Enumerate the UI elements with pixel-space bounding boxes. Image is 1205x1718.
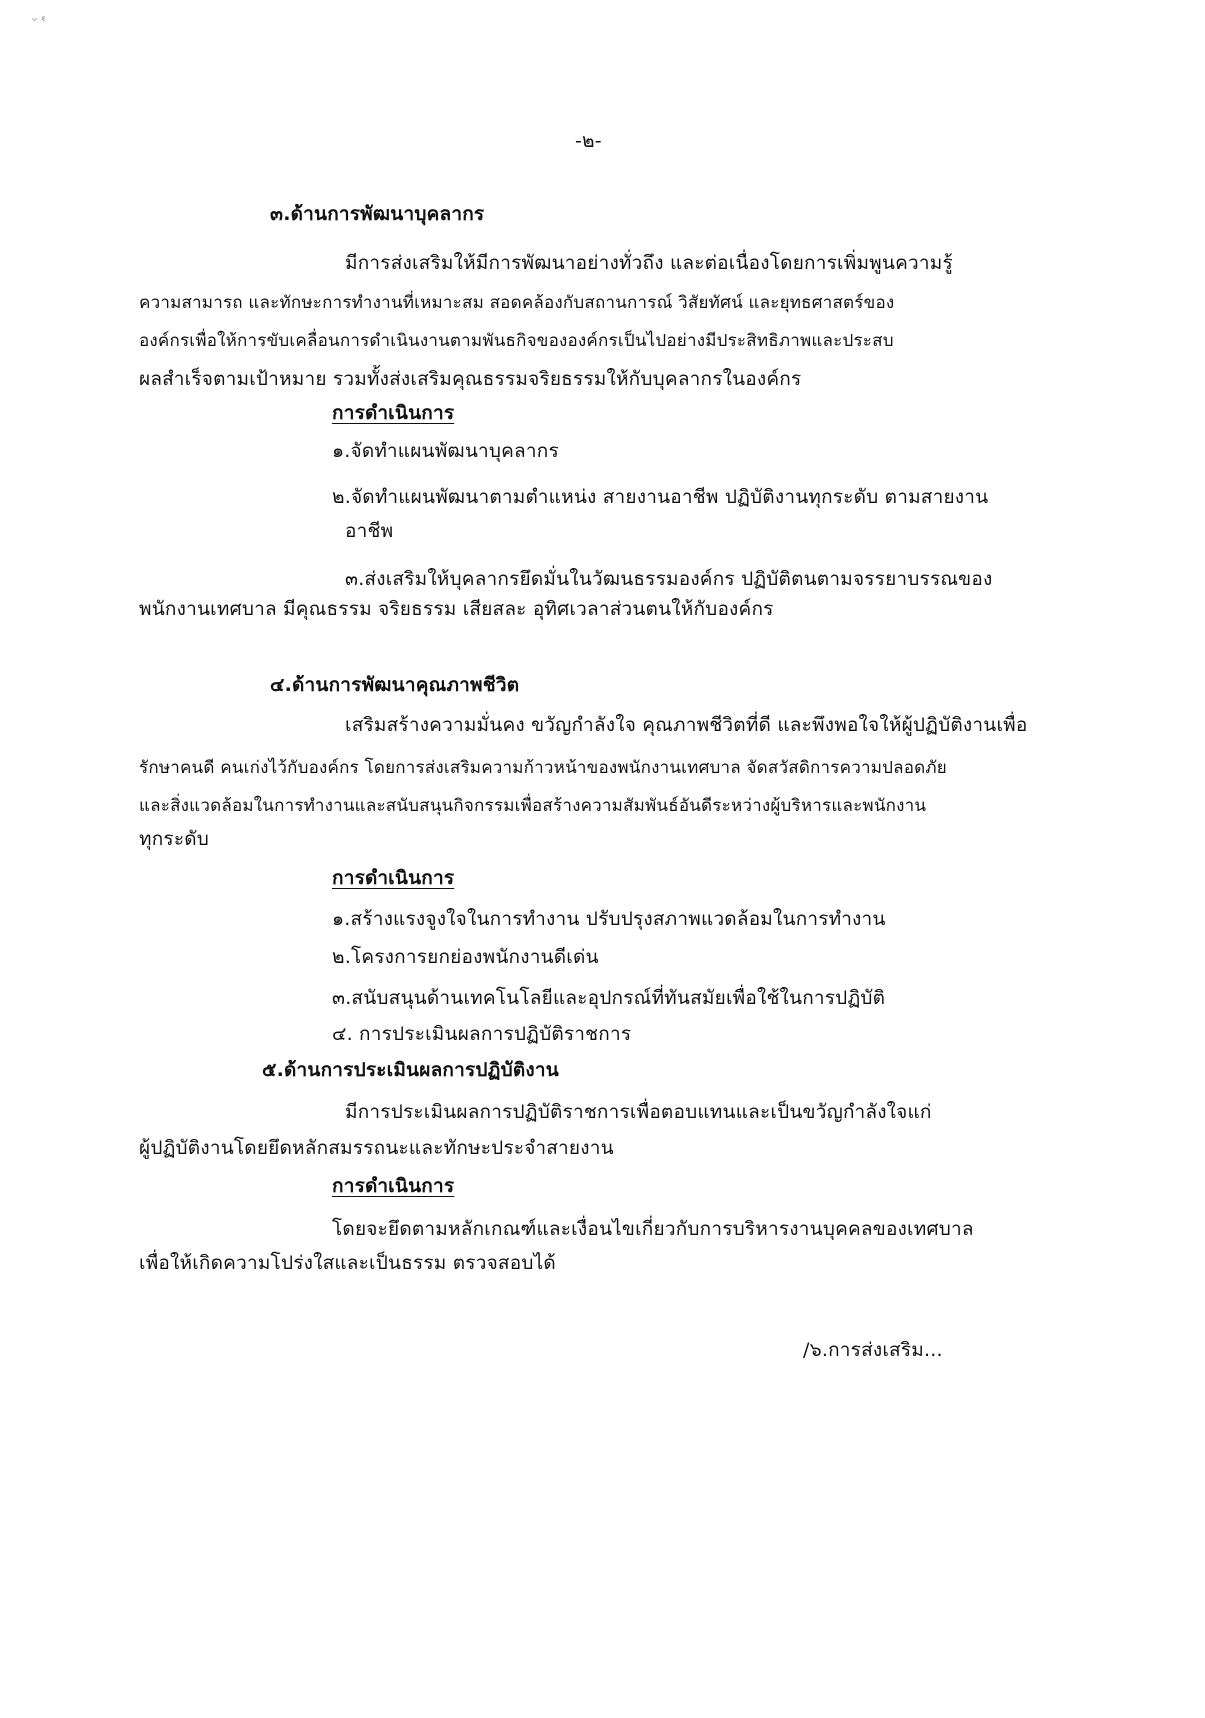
section-5-heading: ๕.ด้านการประเมินผลการปฏิบัติงาน	[262, 1059, 559, 1081]
page-number: -๒-	[575, 130, 602, 152]
section-3-paragraph-line: มีการส่งเสริมให้มีการพัฒนาอย่างทั่วถึง และต่อเนื่องโดยการเพิ่มพูนความรู้	[345, 252, 953, 274]
section-5-paragraph-line: ผู้ปฏิบัติงานโดยยึดหลักสมรรถนะและทักษะประจำสายงาน	[139, 1137, 614, 1159]
section-3-item: ๒.จัดทำแผนพัฒนาตามตำแหน่ง สายงานอาชีพ ปฏิบัติงานทุกระดับ ตามสายงาน	[332, 486, 989, 508]
section-3-paragraph-line: ผลสำเร็จตามเป้าหมาย รวมทั้งส่งเสริมคุณธรรมจริยธรรมให้กับบุคลากรในองค์กร	[139, 368, 802, 390]
continuation-note: /๖.การส่งเสริม...	[803, 1339, 943, 1361]
section-4-paragraph-line: และสิ่งแวดล้อมในการทำงานและสนับสนุนกิจกรรมเพื่อสร้างความสัมพันธ์อันดีระหว่างผู้บริหารและพนักงาน	[139, 796, 927, 816]
section-4-paragraph-line: เสริมสร้างความมั่นคง ขวัญกำลังใจ คุณภาพชีวิตที่ดี และพึงพอใจให้ผู้ปฏิบัติงานเพื่อ	[345, 714, 1028, 736]
section-3-paragraph-line: องค์กรเพื่อให้การขับเคลื่อนการดำเนินงานตามพันธกิจขององค์กรเป็นไปอย่างมีประสิทธิภาพและประสบ	[139, 331, 894, 351]
section-5-operation-line: เพื่อให้เกิดความโปร่งใสและเป็นธรรม ตรวจสอบได้	[139, 1252, 556, 1274]
section-3-item: ๑.จัดทำแผนพัฒนาบุคลากร	[332, 440, 559, 462]
section-3-operation-heading: การดำเนินการ	[332, 402, 455, 424]
section-4-paragraph-line: รักษาคนดี คนเก่งไว้กับองค์กร โดยการส่งเสริมความก้าวหน้าของพนักงานเทศบาล จัดสวัสดิการความปลอดภัย	[139, 758, 947, 778]
section-5-paragraph-line: มีการประเมินผลการปฏิบัติราชการเพื่อตอบแทนและเป็นขวัญกำลังใจแก่	[345, 1101, 932, 1123]
section-3-item: ๓.ส่งเสริมให้บุคลากรยึดมั่นในวัฒนธรรมองค์กร ปฏิบัติตนตามจรรยาบรรณของ	[345, 568, 993, 590]
section-4-item: ๓.สนับสนุนด้านเทคโนโลยีและอุปกรณ์ที่ทันสมัยเพื่อใช้ในการปฏิบัติ	[332, 987, 886, 1009]
section-3-paragraph-line: ความสามารถ และทักษะการทำงานที่เหมาะสม สอดคล้องกับสถานการณ์ วิสัยทัศน์ และยุทธศาสตร์ของ	[139, 293, 895, 313]
section-5-operation-line: โดยจะยึดตามหลักเกณฑ์และเงื่อนไขเกี่ยวกับการบริหารงานบุคคลของเทศบาล	[332, 1218, 974, 1240]
section-3-item: พนักงานเทศบาล มีคุณธรรม จริยธรรม เสียสละ อุทิศเวลาส่วนตนให้กับองค์กร	[139, 598, 774, 620]
section-4-item: ๑.สร้างแรงจูงใจในการทำงาน ปรับปรุงสภาพแวดล้อมในการทำงาน	[332, 908, 886, 930]
section-4-paragraph-line: ทุกระดับ	[139, 828, 210, 850]
section-4-item: ๒.โครงการยกย่องพนักงานดีเด่น	[332, 946, 599, 968]
section-3-heading: ๓.ด้านการพัฒนาบุคลากร	[270, 203, 485, 225]
corner-marks: ᵕ ᵋ	[32, 14, 47, 29]
section-3-item: อาชีพ	[345, 520, 394, 542]
section-5-operation-heading: การดำเนินการ	[332, 1175, 455, 1197]
section-4-heading: ๔.ด้านการพัฒนาคุณภาพชีวิต	[270, 674, 520, 696]
section-4-item: ๔. การประเมินผลการปฏิบัติราชการ	[332, 1023, 632, 1045]
section-4-operation-heading: การดำเนินการ	[332, 867, 455, 889]
